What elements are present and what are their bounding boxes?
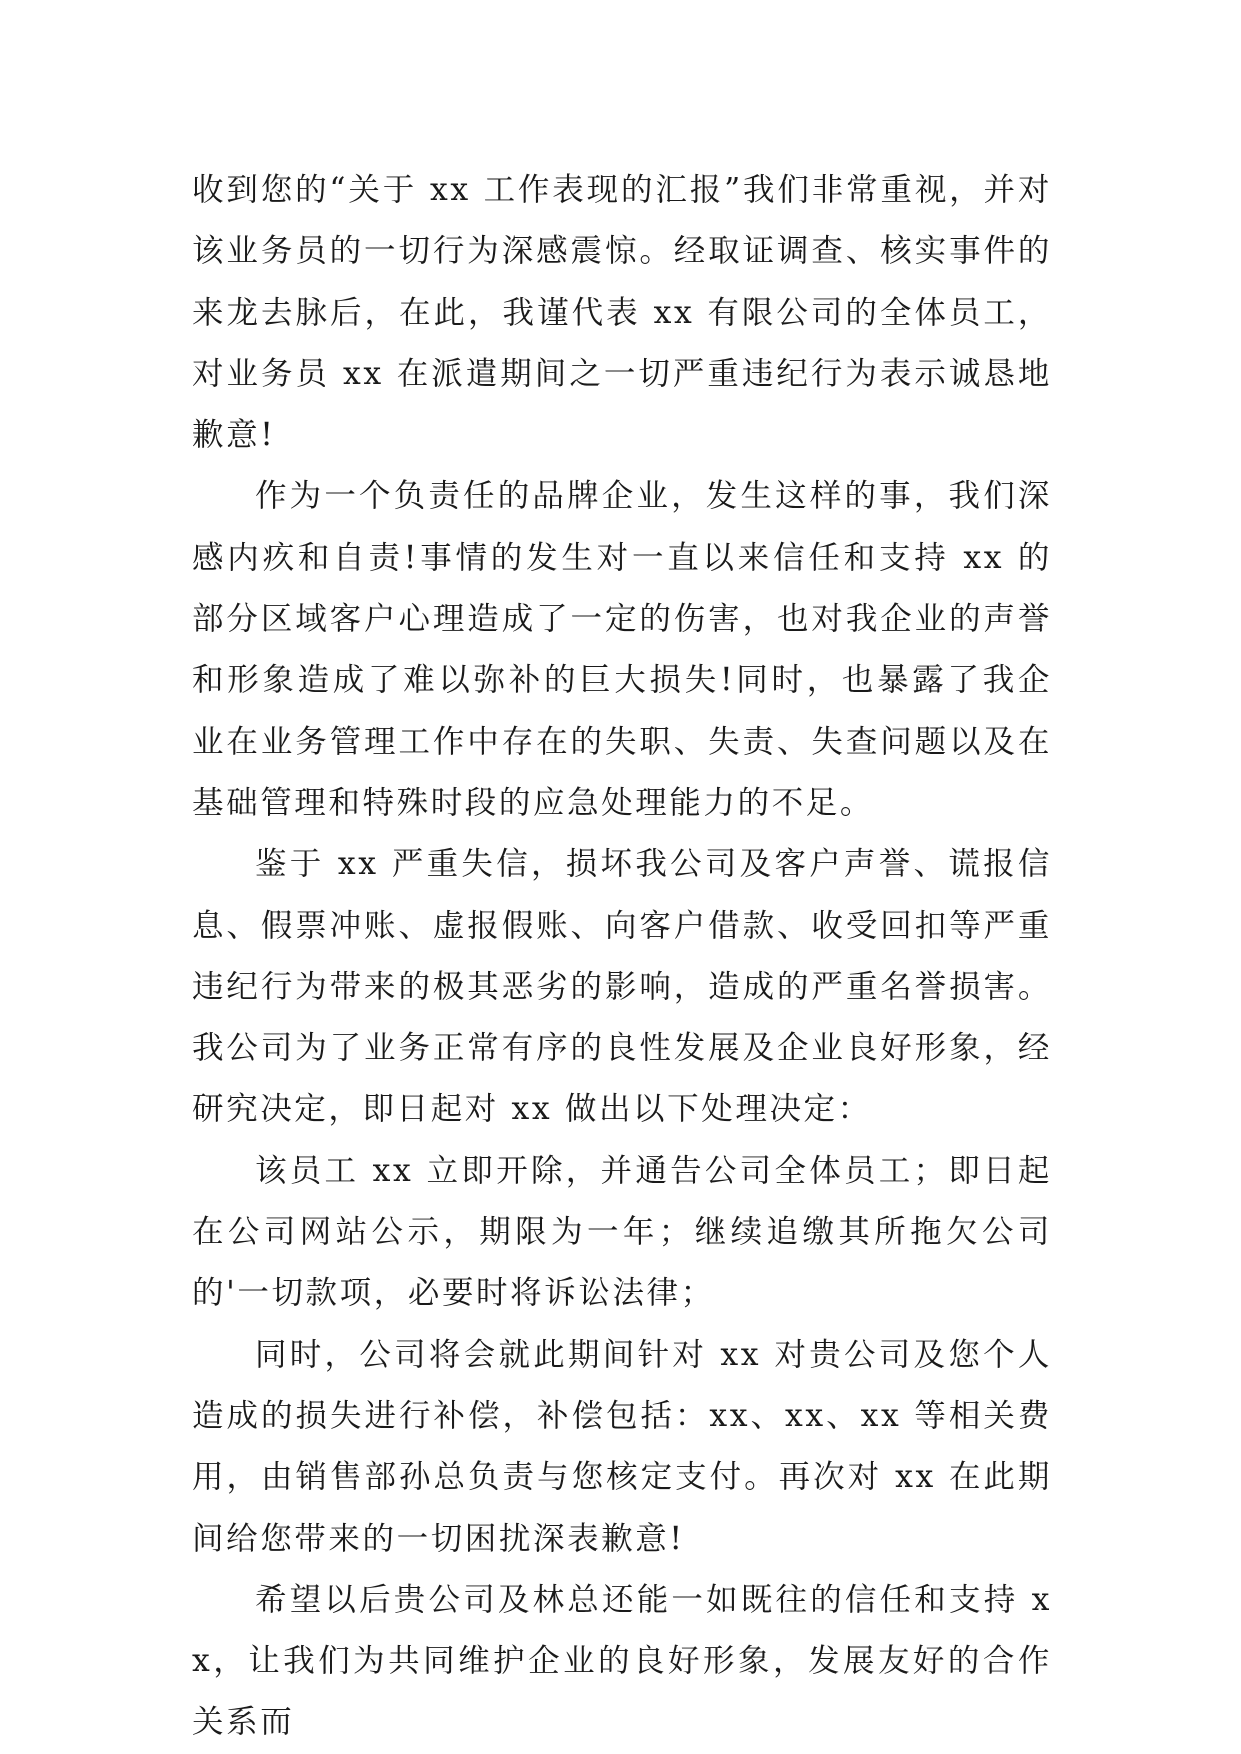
paragraph-2: 作为一个负责任的品牌企业，发生这样的事，我们深感内疚和自责!事情的发生对一直以来信任和支持 xx 的部分区域客户心理造成了一定的伤害，也对我企业的声誉和形象造成了难以弥补的巨大损失!同时，也暴露了我企业在业务管理工作中存在的失职、失责、失查问题以及在基础管理和特殊时段的应急处理能力的不足。 bbox=[192, 478, 1052, 821]
paragraph-1: 收到您的“关于 xx 工作表现的汇报”我们非常重视，并对该业务员的一切行为深感震惊。经取证调查、核实事件的来龙去脉后，在此，我谨代表 xx 有限公司的全体员工，对业务员 xx 在派遣期间之一切严重违纪行为表示诚恳地歉意! bbox=[192, 172, 1052, 454]
paragraph-6: 希望以后贵公司及林总还能一如既往的信任和支持 xx，让我们为共同维护企业的良好形象，发展友好的合作关系而 bbox=[192, 1581, 1052, 1741]
paragraph-4: 该员工 xx 立即开除，并通告公司全体员工；即日起在公司网站公示，期限为一年；继续追缴其所拖欠公司的'一切款项，必要时将诉讼法律； bbox=[192, 1152, 1052, 1312]
paragraph-3: 鉴于 xx 严重失信，损坏我公司及客户声誉、谎报信息、假票冲账、虚报假账、向客户借款、收受回扣等严重违纪行为带来的极其恶劣的影响，造成的严重名誉损害。我公司为了业务正常有序的良性发展及企业良好形象，经研究决定，即日起对 xx 做出以下处理决定： bbox=[192, 846, 1052, 1128]
document-body bbox=[192, 160, 1052, 1754]
paragraph-5: 同时，公司将会就此期间针对 xx 对贵公司及您个人造成的损失进行补偿，补偿包括：xx、xx、xx 等相关费用，由销售部孙总负责与您核定支付。再次对 xx 在此期间给您带来的一切困扰深表歉意! bbox=[192, 1336, 1052, 1557]
